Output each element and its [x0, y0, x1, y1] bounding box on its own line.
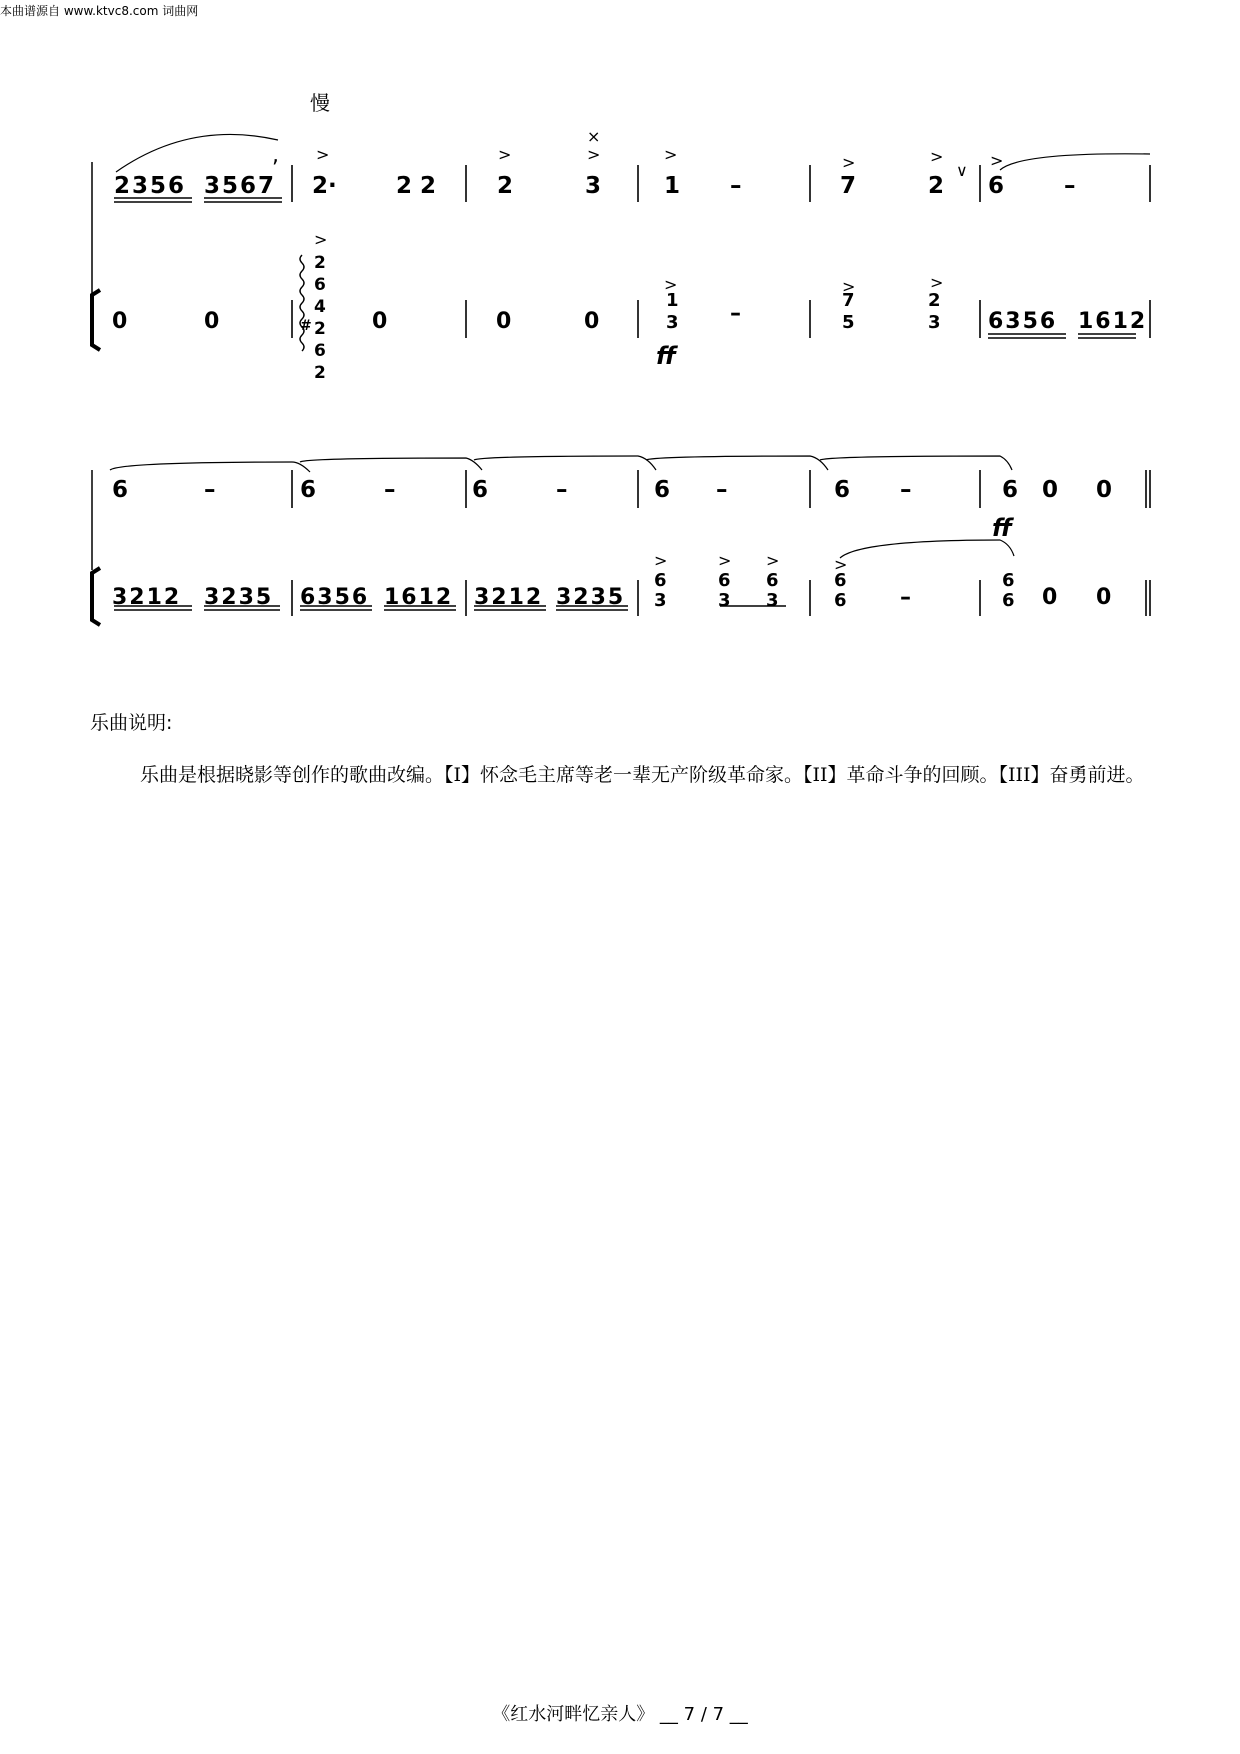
note: 0 — [1096, 585, 1112, 610]
note: 6 — [988, 173, 1005, 199]
note: 6356 — [988, 309, 1058, 334]
note: 2 — [497, 173, 514, 199]
svg-text:4: 4 — [314, 297, 326, 317]
note: – — [556, 477, 568, 503]
svg-text:>: > — [834, 555, 848, 574]
row2-upper-notes — [112, 477, 1112, 503]
svg-text:6: 6 — [1002, 570, 1015, 591]
note: 0 — [1042, 477, 1059, 503]
row1-upper-notes — [114, 173, 1076, 199]
dynamic-ff: ff — [992, 514, 1012, 542]
svg-text:2: 2 — [928, 290, 941, 311]
svg-text:2: 2 — [314, 253, 326, 273]
note: 6 — [654, 477, 671, 503]
svg-text:×: × — [587, 127, 601, 146]
description-body: 乐曲是根据晓影等创作的歌曲改编。【I】怀念毛主席等老一辈无产阶级革命家。【II】革命斗争的回顾。【III】奋勇前进。 — [140, 764, 1145, 786]
svg-text:>: > — [718, 551, 732, 570]
note: 3235 — [204, 585, 274, 610]
svg-text:3: 3 — [654, 590, 667, 611]
note: – — [900, 477, 912, 503]
note: – — [900, 585, 911, 610]
svg-text:>: > — [498, 145, 512, 164]
note: 7 — [840, 173, 857, 199]
svg-text:>: > — [990, 151, 1004, 170]
svg-text:>: > — [664, 145, 678, 164]
source-watermark: 本曲谱源自 www.ktvc8.com 词曲网 — [0, 4, 199, 18]
note: – — [730, 173, 742, 199]
note: 0 — [204, 309, 220, 334]
note: 1612 — [1078, 309, 1148, 334]
note: 2 — [928, 173, 945, 199]
note: 6 — [1002, 477, 1019, 503]
svg-text:6: 6 — [834, 590, 847, 611]
note: – — [384, 477, 396, 503]
svg-text:6: 6 — [314, 341, 326, 361]
row1-lower-notes — [112, 301, 1147, 334]
svg-text:1: 1 — [666, 290, 679, 311]
note: – — [204, 477, 216, 503]
svg-text:>: > — [930, 147, 944, 166]
description-title: 乐曲说明: — [90, 712, 173, 734]
svg-text:3: 3 — [928, 312, 941, 333]
note: 2· — [312, 173, 337, 199]
svg-text:3: 3 — [718, 590, 731, 611]
note: 0 — [1042, 585, 1058, 610]
svg-text:7: 7 — [842, 290, 855, 311]
svg-text:6: 6 — [654, 570, 667, 591]
note: 1612 — [384, 585, 454, 610]
tempo-mark: 慢 — [310, 91, 330, 115]
music-score — [0, 0, 1240, 680]
note: – — [716, 477, 728, 503]
note: 2 2 — [396, 173, 437, 199]
note: 3212 — [474, 585, 544, 610]
svg-text:,: , — [272, 143, 279, 168]
note: 3212 — [112, 585, 182, 610]
page-footer: 《红水河畔忆亲人》 __ 7 / 7 __ — [492, 1704, 748, 1725]
note: 0 — [1096, 477, 1113, 503]
svg-text:>: > — [842, 277, 856, 296]
svg-text:>: > — [766, 551, 780, 570]
note: 0 — [372, 309, 388, 334]
note: 3 — [585, 173, 602, 199]
svg-text:>: > — [930, 273, 944, 292]
svg-text:∨: ∨ — [956, 161, 968, 180]
svg-text:2: 2 — [314, 363, 326, 383]
svg-text:>: > — [654, 551, 668, 570]
svg-text:5: 5 — [842, 312, 855, 333]
svg-text:#: # — [300, 318, 312, 334]
note: 6 — [300, 477, 317, 503]
note: – — [730, 301, 741, 326]
note: 6 — [472, 477, 489, 503]
svg-text:2: 2 — [314, 319, 326, 339]
svg-text:>: > — [314, 230, 328, 249]
svg-text:>: > — [316, 145, 330, 164]
svg-text:6: 6 — [718, 570, 731, 591]
note: 3235 — [556, 585, 626, 610]
note: 6356 — [300, 585, 370, 610]
note: – — [1064, 173, 1076, 199]
svg-text:>: > — [587, 145, 601, 164]
note: 0 — [496, 309, 512, 334]
note: 2356 — [114, 173, 187, 199]
row2-lower-notes — [112, 585, 1111, 610]
dynamic-ff: ff — [656, 342, 676, 370]
svg-text:3: 3 — [766, 590, 779, 611]
svg-text:6: 6 — [1002, 590, 1015, 611]
row1-accents — [314, 127, 1003, 296]
row1-chord-stack — [300, 253, 326, 383]
note: 6 — [112, 477, 129, 503]
svg-text:>: > — [842, 153, 856, 172]
svg-text:6: 6 — [314, 275, 326, 295]
svg-text:>: > — [664, 275, 678, 294]
note: 3567 — [204, 173, 277, 199]
note: 0 — [584, 309, 600, 334]
svg-text:6: 6 — [834, 570, 847, 591]
svg-text:3: 3 — [666, 312, 679, 333]
svg-text:6: 6 — [766, 570, 779, 591]
note: 0 — [112, 309, 128, 334]
note: 6 — [834, 477, 851, 503]
note: 1 — [664, 173, 681, 199]
